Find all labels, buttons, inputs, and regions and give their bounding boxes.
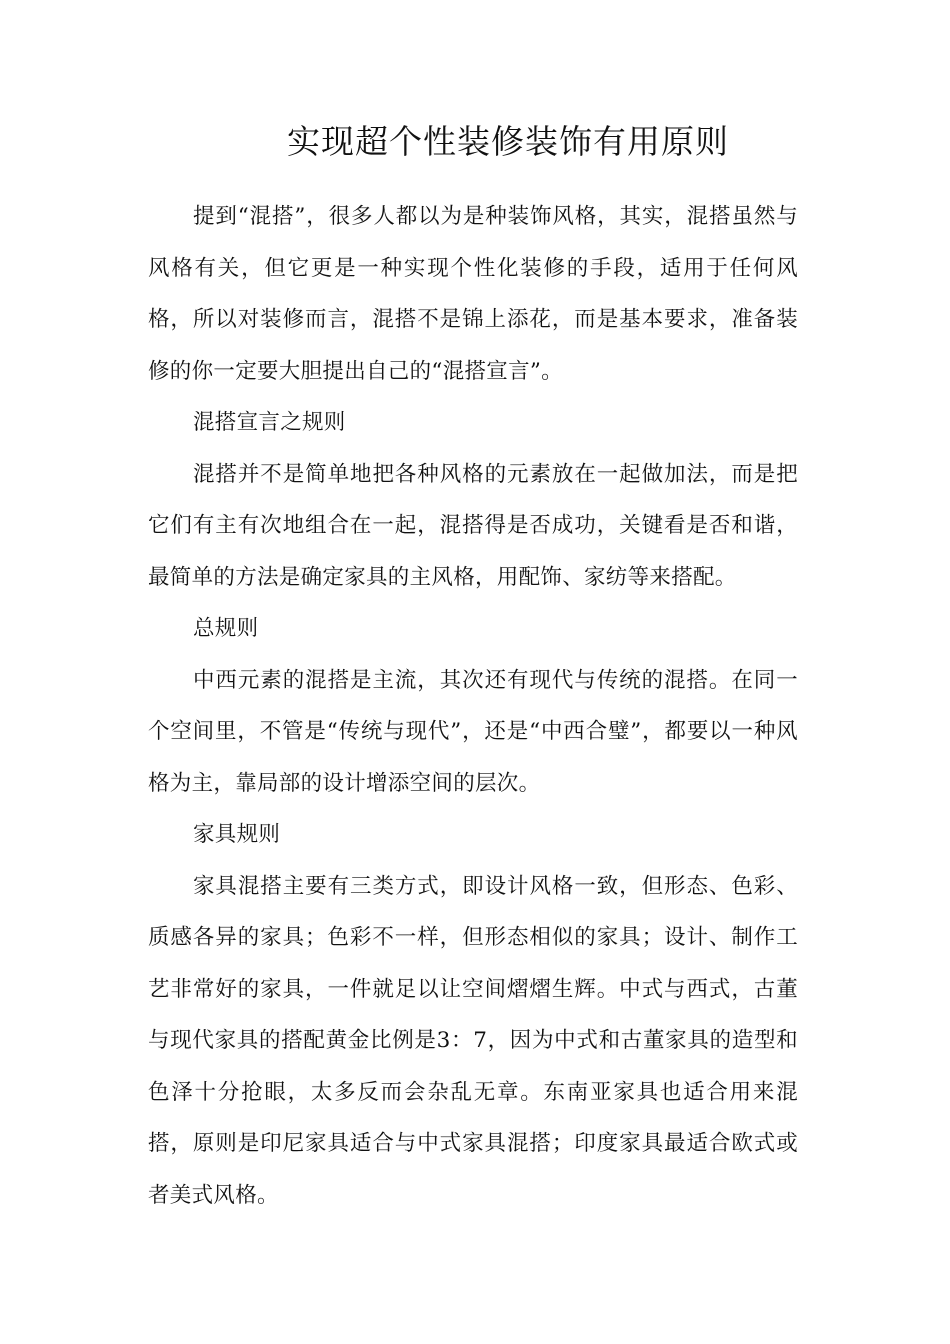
paragraph-general-rules: 中西元素的混搭是主流，其次还有现代与传统的混搭。在同一个空间里，不管是“传统与现代”，还是“中西合璧”，都要以一种风格为主，靠局部的设计增添空间的层次。 — [148, 667, 798, 796]
paragraph-furniture-rules: 家具混搭主要有三类方式，即设计风格一致，但形态、色彩、质感各异的家具；色彩不一样，但形态相似的家具；设计、制作工艺非常好的家具，一件就足以让空间熠熠生辉。中式与西式，古董与现代家具的搭配黄金比例是3：7，因为中式和古董家具的造型和色泽十分抢眼，太多反而会杂乱无章。东南亚家具也适合用来混搭，原则是印尼家具适合与中式家具混搭；印度家具最适合欧式或者美式风格。 — [148, 873, 798, 1208]
section-heading-mix-rules: 混搭宣言之规则 — [193, 410, 346, 435]
document-title: 实现超个性装修装饰有用原则 — [287, 122, 729, 161]
paragraph-intro: 提到“混搭”，很多人都以为是种装饰风格，其实，混搭虽然与风格有关，但它更是一种实现个性化装修的手段，适用于任何风格，所以对装修而言，混搭不是锦上添花，而是基本要求，准备装修的你一定要大胆提出自己的“混搭宣言”。 — [148, 204, 798, 384]
section-heading-furniture-rules: 家具规则 — [193, 822, 281, 847]
section-heading-general-rules: 总规则 — [193, 616, 259, 641]
paragraph-mix-rules: 混搭并不是简单地把各种风格的元素放在一起做加法，而是把它们有主有次地组合在一起，混搭得是否成功，关键看是否和谐，最简单的方法是确定家具的主风格，用配饰、家纺等来搭配。 — [148, 461, 798, 590]
document-body — [148, 191, 798, 1221]
